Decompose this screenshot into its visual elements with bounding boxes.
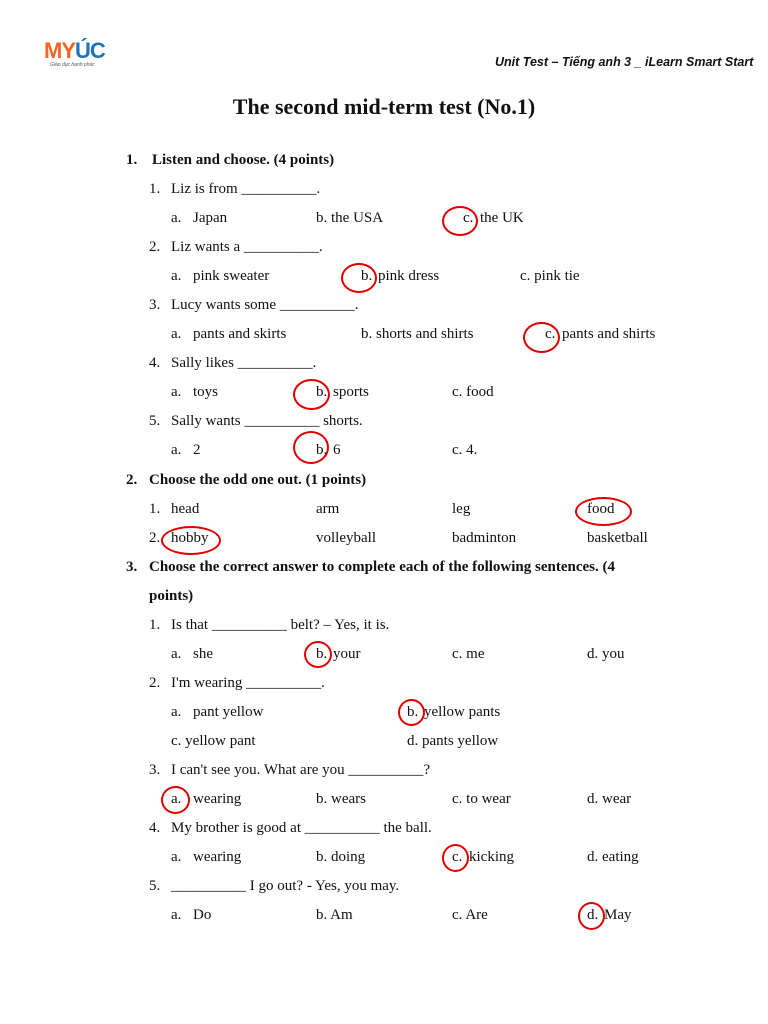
option-text: yellow pants xyxy=(424,704,501,720)
answer-circle xyxy=(523,322,560,353)
option-text: the UK xyxy=(480,210,524,226)
option-letter: a. xyxy=(171,268,182,284)
option-text: Do xyxy=(193,907,212,923)
question-number: 2. xyxy=(149,239,161,255)
row-number: 1. xyxy=(149,501,161,517)
question-number: 3. xyxy=(149,297,161,313)
option-letter: a. xyxy=(171,907,182,923)
option-letter: a. xyxy=(171,791,182,807)
question-number: 4. xyxy=(149,355,161,371)
question-number: 2. xyxy=(149,675,161,691)
option-text: pant yellow xyxy=(193,704,264,720)
answer-circle xyxy=(575,497,632,526)
answer-circle xyxy=(398,699,425,726)
option-letter: c. xyxy=(463,210,474,226)
answer-circle xyxy=(161,526,221,555)
answer-circle xyxy=(442,844,469,872)
word: arm xyxy=(316,501,340,517)
answer-circle xyxy=(161,786,190,814)
option-text: toys xyxy=(193,384,219,400)
page-title: The second mid-term test (No.1) xyxy=(232,94,536,119)
question-text: Sally wants __________ shorts. xyxy=(171,413,363,429)
question-number: 4. xyxy=(149,820,161,836)
option-text: Japan xyxy=(193,210,228,226)
word: head xyxy=(171,501,200,517)
question-number: 1. xyxy=(149,617,161,633)
option-text: d. pants yellow xyxy=(407,733,499,749)
question-text: I'm wearing __________. xyxy=(171,675,325,691)
answer-circle xyxy=(578,902,605,930)
option-letter: b. xyxy=(316,384,328,400)
option-text: she xyxy=(193,646,213,662)
option-text: c. Are xyxy=(452,907,488,923)
word: volleyball xyxy=(316,530,376,546)
answer-circle xyxy=(293,379,330,410)
option-letter: a. xyxy=(171,384,182,400)
section-heading: Listen and choose. (4 points) xyxy=(152,152,335,168)
logo-text: MYÚC xyxy=(44,38,105,63)
word: badminton xyxy=(452,530,517,546)
word: basketball xyxy=(587,530,648,546)
answer-circle xyxy=(293,431,329,464)
question-number: 5. xyxy=(149,413,161,429)
option-text: c. yellow pant xyxy=(171,733,256,749)
option-text: b. doing xyxy=(316,849,366,865)
logo-tagline: Giáo dục hạnh phúc xyxy=(50,62,95,68)
word: leg xyxy=(452,501,471,517)
option-text: May xyxy=(604,907,632,923)
question-text: Sally likes __________. xyxy=(171,355,317,371)
option-letter: d. xyxy=(587,907,599,923)
option-letter: a. xyxy=(171,646,182,662)
answer-circle xyxy=(304,641,332,668)
option-text: 6 xyxy=(333,442,341,458)
section-number: 2. xyxy=(126,472,138,488)
question-number: 1. xyxy=(149,181,161,197)
option-text: 2 xyxy=(193,442,201,458)
question-number: 3. xyxy=(149,762,161,778)
word: food xyxy=(587,501,615,517)
option-letter: b. xyxy=(316,646,328,662)
answer-circle xyxy=(442,206,478,236)
option-text: c. to wear xyxy=(452,791,511,807)
option-letter: c. xyxy=(452,849,463,865)
option-text: d. eating xyxy=(587,849,639,865)
option-text: b. shorts and shirts xyxy=(361,326,474,342)
option-text: c. 4. xyxy=(452,442,478,458)
option-letter: b. xyxy=(407,704,419,720)
option-letter: a. xyxy=(171,210,182,226)
option-text: your xyxy=(333,646,361,662)
option-text: pants and skirts xyxy=(193,326,287,342)
option-text: b. Am xyxy=(316,907,353,923)
word: hobby xyxy=(171,530,209,546)
logo xyxy=(44,38,114,74)
option-text: pink dress xyxy=(378,268,440,284)
option-letter: a. xyxy=(171,704,182,720)
answer-circle xyxy=(341,263,377,293)
row-number: 2. xyxy=(149,530,161,546)
question-text: I can't see you. What are you __________? xyxy=(171,762,431,778)
option-letter: a. xyxy=(171,849,182,865)
question-text: My brother is good at __________ the ball. xyxy=(171,820,432,836)
option-letter: a. xyxy=(171,442,182,458)
section-heading: Choose the correct answer to complete each of the following sentences. (4 xyxy=(149,559,616,575)
option-text: wearing xyxy=(193,791,242,807)
question-number: 5. xyxy=(149,878,161,894)
option-letter: b. xyxy=(361,268,373,284)
option-text: c. pink tie xyxy=(520,268,580,284)
option-letter: b. xyxy=(316,442,328,458)
option-letter: a. xyxy=(171,326,182,342)
option-text: d. wear xyxy=(587,791,632,807)
question-text: Is that __________ belt? – Yes, it is. xyxy=(171,617,390,633)
section-number: 1. xyxy=(126,152,138,168)
option-text: b. the USA xyxy=(316,210,384,226)
option-text: pink sweater xyxy=(193,268,270,284)
header-text: Unit Test – Tiếng anh 3 _ iLearn Smart Start xyxy=(495,55,754,69)
option-text: b. wears xyxy=(316,791,366,807)
option-text: d. you xyxy=(587,646,625,662)
question-text: Lucy wants some __________. xyxy=(171,297,359,313)
section-heading-cont: points) xyxy=(149,588,194,604)
section-heading: Choose the odd one out. (1 points) xyxy=(149,472,367,488)
option-text: wearing xyxy=(193,849,242,865)
option-text: sports xyxy=(333,384,369,400)
option-letter: c. xyxy=(545,326,556,342)
option-text: c. me xyxy=(452,646,485,662)
question-text: __________ I go out? - Yes, you may. xyxy=(171,878,400,894)
option-text: c. food xyxy=(452,384,494,400)
option-text: kicking xyxy=(469,849,514,865)
question-text: Liz is from __________. xyxy=(171,181,321,197)
question-text: Liz wants a __________. xyxy=(171,239,323,255)
option-text: pants and shirts xyxy=(562,326,656,342)
section-number: 3. xyxy=(126,559,138,575)
